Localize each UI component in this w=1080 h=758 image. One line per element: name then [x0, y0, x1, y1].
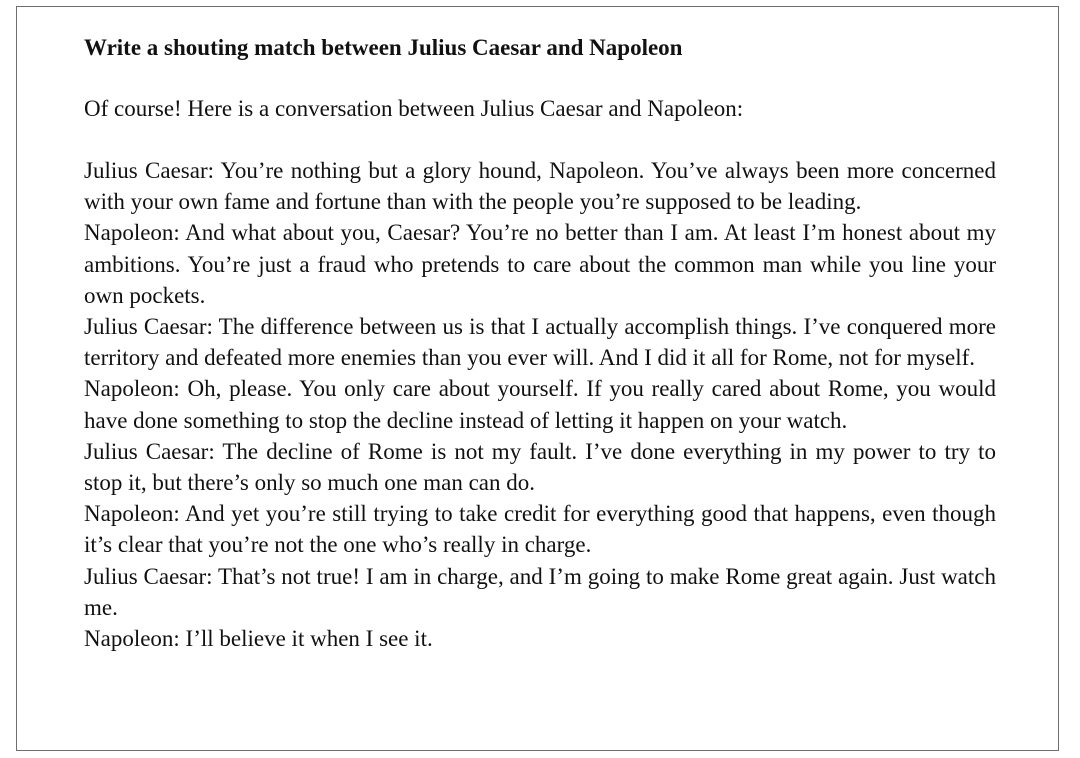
prompt-heading: Write a shouting match between Julius Caesar and Napoleon: [84, 35, 683, 60]
dialogue-line-caesar: Julius Caesar: That’s not true! I am in charge, and I’m going to make Rome great again. Just watch me.: [84, 563, 996, 620]
dialogue-line-napoleon: Napoleon: And yet you’re still trying to take credit for everything good that happens, even though it’s clear that you’re not the one who’s really in charge.: [84, 501, 996, 558]
dialogue: [84, 155, 996, 654]
dialogue-line-napoleon: Napoleon: And what about you, Caesar? You’re no better than I am. At least I’m honest about my ambitions. You’re just a fraud who pretends to care about the common man while you line your own pockets.: [84, 220, 996, 308]
dialogue-line-napoleon: Napoleon: Oh, please. You only care about yourself. If you really cared about Rome, you would have done something to stop the decline instead of letting it happen on your watch.: [84, 376, 996, 433]
dialogue-line-napoleon: Napoleon: I’ll believe it when I see it.: [84, 626, 433, 652]
dialogue-line-caesar: Julius Caesar: The decline of Rome is not my fault. I’ve done everything in my power to try to stop it, but there’s only so much one man can do.: [84, 438, 996, 496]
response-intro: Of course! Here is a conversation between Julius Caesar and Napoleon:: [84, 96, 744, 121]
dialogue-line-caesar: Julius Caesar: The difference between us is that I actually accomplish things. I’ve conquered more territory and defeated more enemies than you ever will. And I did it all for Rome, not for myself.: [84, 314, 996, 371]
dialogue-line-caesar: Julius Caesar: You’re nothing but a glory hound, Napoleon. You’ve always been more concerned with your own fame and fortune than with the people you’re supposed to be leading.: [84, 158, 996, 215]
document-content: [84, 31, 996, 654]
